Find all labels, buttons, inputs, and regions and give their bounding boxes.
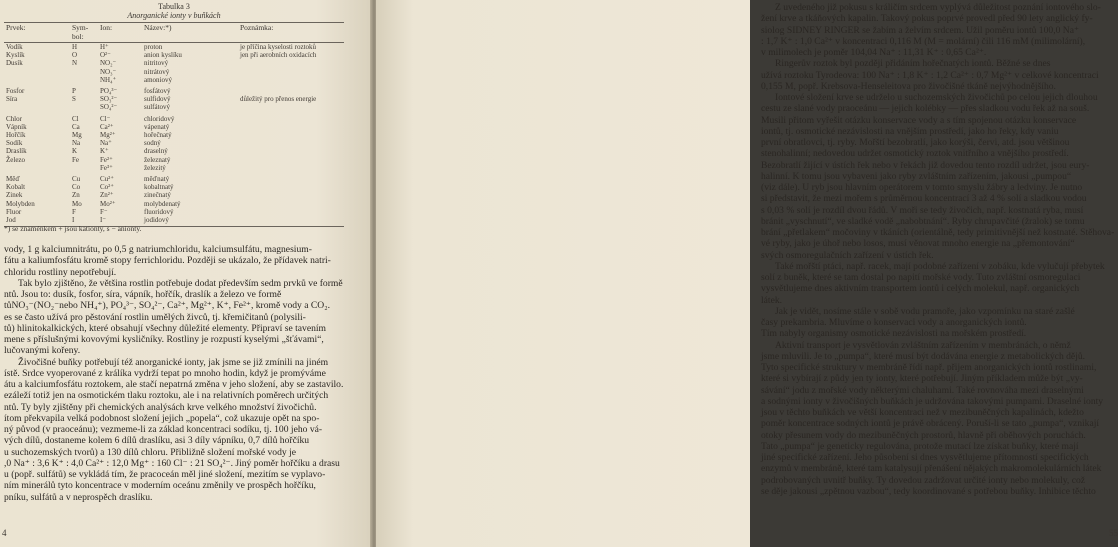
page-number-left: 4 xyxy=(2,528,7,538)
table-cell-el: Molybden xyxy=(6,199,35,208)
table-cell-sym: Co xyxy=(72,183,81,192)
table-body xyxy=(4,43,344,227)
table-row xyxy=(4,172,344,183)
table-cell-ion: NO₃⁻ xyxy=(100,67,117,76)
table-cell-el xyxy=(4,76,70,84)
table-caption: Tabulka 3 xyxy=(158,2,190,11)
table-cell-name: sodný xyxy=(144,139,161,148)
text-line: Ringerův roztok byl později přidáním hořečnatých iontů. Běžné se dnes xyxy=(775,58,1051,70)
table-cell-el: Železo xyxy=(6,155,26,164)
table-cell-ion: K⁺ xyxy=(100,147,109,156)
table-cell-sym: Mg xyxy=(72,131,82,140)
table-cell-name: jodidový xyxy=(142,216,238,227)
table-cell-sym: Zn xyxy=(72,191,80,200)
text-line: vody, 1 g kalciumnitrátu, po 0,5 g natriumchloridu, kalciumsulfátu, magnesium- xyxy=(4,244,312,255)
table-cell-name: hořečnatý xyxy=(144,131,172,140)
table-cell-el: Draslík xyxy=(6,147,27,156)
text-line: vysvětlujeme dnes aktivním transportem iontů i celých molekul, např. organických xyxy=(761,283,1080,295)
table-row xyxy=(4,51,344,59)
table-row xyxy=(4,191,344,199)
text-line: Z uvedeného již pokusu s králičím srdcem vyplývá důležitost poznání iontového slo- xyxy=(775,2,1101,13)
text-line: podrobovaných uvnitř buňky. Ty dovedou zadržovat určité ionty nebo molekuly, což xyxy=(761,474,1086,486)
table-cell-el xyxy=(4,68,70,76)
text-line: ,0 Na⁺ : 3,6 K⁺ : 4,0 Ca²⁺ : 12,0 Mg⁺ : 160 Cl⁻ : 21 SO₄²⁻. Jiný poměr hořčíku a drasu xyxy=(4,457,340,469)
text-line: Aktivní transport je vysvětlován zvláštním zařízením v membránách, o němž xyxy=(775,339,1071,351)
text-line: : 1,7 K⁺ : 1,0 Ca²⁺ v koncentraci 0,116 M (M = molární) čili 116 mM (milimolární), xyxy=(761,35,1086,47)
text-line: Také mořští ptáci, např. racek, mají podobné zařízení v zobáku, kde vylučují přebytek xyxy=(775,260,1105,272)
table-cell-note: jen při aerobních oxidacích xyxy=(240,51,317,60)
table-cell-el: Dusík xyxy=(6,59,23,68)
table-cell-sym: Ca xyxy=(72,122,80,131)
text-line: jsme mluvili. Je to „pumpa“, které musí být dodávána energie z metabolických dějů. xyxy=(761,350,1086,362)
table-cell-el: Vodík xyxy=(6,43,23,51)
table-row xyxy=(4,76,344,84)
table-cell-sym: Fe xyxy=(72,155,79,164)
table-row xyxy=(4,59,344,67)
table-cell-name: vápenatý xyxy=(144,122,170,131)
table-cell-el: Fluor xyxy=(6,207,22,216)
table-cell-sym xyxy=(70,76,98,84)
table-cell-note xyxy=(238,156,344,164)
table-cell-name: kobaltnatý xyxy=(144,183,174,192)
text-line: cestu ze slané vody praoceánu — jejich kolébky — přes sladkou vodu řek až na souš. xyxy=(761,103,1090,115)
table-cell-ion: Cl⁻ xyxy=(100,114,111,123)
table-cell-ion: Fe²⁺ xyxy=(100,155,113,164)
table-cell-ion: Mo²⁺ xyxy=(100,199,116,208)
table-cell-note xyxy=(238,172,344,183)
table-cell-sym: I xyxy=(70,216,98,227)
table-row xyxy=(4,200,344,208)
table-cell-note xyxy=(238,112,344,123)
table-row xyxy=(4,208,344,216)
table-cell-name: chloridový xyxy=(144,114,175,123)
text-line: sávání“ jodu z mořské vody některými chaluhami. Také rovnováha mezi draselnými xyxy=(761,384,1084,396)
header-ion: Ion: xyxy=(98,23,142,43)
text-line: žení krve a tkáňových kapalin. Takový pokus poprvé provedl před 90 lety anglický fy- xyxy=(761,13,1093,25)
table-cell-note xyxy=(238,208,344,216)
text-line: látek. xyxy=(761,294,783,306)
table-cell-ion: Na⁺ xyxy=(100,139,112,148)
left-page xyxy=(0,0,372,547)
text-line: lučovanými kořeny. xyxy=(4,345,81,357)
text-line: se děje jakousi „zpětnou vazbou“, tedy koordinované s potřebou buňky. Inhibice těchto xyxy=(761,485,1096,497)
table-cell-note xyxy=(238,131,344,139)
table-cell-note xyxy=(238,183,344,191)
text-line: ním minerálů tyto koncentrace v moderním oceánu změnily ve prospěch hořčíku, xyxy=(4,480,316,492)
table-cell-ion: SO₄²⁻ xyxy=(100,103,118,112)
text-line: es se často užívá pro pěstování rostlin umělých živců, tj. křemičitanů (polysili- xyxy=(4,311,306,323)
table-header-row xyxy=(4,23,344,43)
table-row xyxy=(4,103,344,111)
table-cell-note xyxy=(238,139,344,147)
text-line: Iontové složení krve se udrželo u suchozemských živočichů po celou jejich dlouhou xyxy=(775,92,1098,103)
table-cell-el: Jod xyxy=(4,216,70,227)
table-cell-el: Fosfor xyxy=(6,87,25,96)
text-line: solí z buněk, které se tam dostal po napití mořské vody. Tuto zvláštní osmoregulaci xyxy=(761,272,1081,283)
table-cell-ion: Co²⁺ xyxy=(100,183,114,192)
table-cell-sym: Na xyxy=(72,139,81,148)
table-cell-el xyxy=(4,164,70,172)
table-cell-name: anion kyslíku xyxy=(144,51,182,60)
table-cell-el: Sodík xyxy=(6,139,23,148)
table-row xyxy=(4,84,344,95)
text-line: první obratlovci, tj. ryby. Mořští bezobratlí, jako korýši, červi, atd. jsou většinou xyxy=(761,137,1070,148)
table-cell-ion: Cu²⁺ xyxy=(100,175,114,184)
text-line: fátu a kaliumfosfátu kromě stopy ferrichloridu. Později se ukázalo, že přídavek natri- xyxy=(4,255,331,267)
header-element: Prvek: xyxy=(4,23,70,43)
table-cell-sym: S xyxy=(72,95,76,104)
text-line: (viz dále). U ryb jsou hlavním operátorem v tomto smyslu žábry a ledviny. Je nutno xyxy=(761,182,1083,193)
text-line: jiné specifické zařízení. Jeho působení si dnes vysvětlujeme přítomností specifických xyxy=(761,452,1089,463)
table-cell-note xyxy=(238,200,344,208)
text-line: ezáleží totiž jen na osmotickém tlaku roztoku, ale i na relativních poměrech určitých xyxy=(4,390,329,402)
text-line: poměr koncentrace sodných iontů je právě obrácený. Poruší-li se tato „pumpa“, vznikají xyxy=(761,418,1100,430)
text-line: ntů. Ty byly zjištěny při chemických analýsách krve velkého množství živočichů. xyxy=(4,401,317,413)
text-line: siolog SIDNEY RINGER se žabím a želvím srdcem. Užil poměru iontů 100,0 Na⁺ xyxy=(761,24,1080,36)
right-page xyxy=(376,0,1118,547)
table-cell-sym: F xyxy=(72,207,76,216)
table-cell-name: měďnatý xyxy=(144,175,170,184)
table-cell-el: Kyslík xyxy=(6,51,25,60)
table-row xyxy=(4,112,344,123)
table-row xyxy=(4,131,344,139)
text-line: svých osmoregulačních zařízení v ústích řek. xyxy=(761,249,934,261)
table-cell-note xyxy=(238,123,344,131)
text-line: si představit, že mezi mořem s průměrnou koncentrací 3 až 4 % solí a sladkou vodou xyxy=(761,193,1087,205)
table-cell-ion: Ca²⁺ xyxy=(100,122,114,131)
table-cell-name: fluoridový xyxy=(144,207,174,216)
table-cell-ion: H⁺ xyxy=(100,43,109,51)
text-line: které si vybírají z půdy jen ty ionty, které potřebují. Jiným příkladem může být „vy- xyxy=(761,373,1083,385)
table-row xyxy=(4,147,344,155)
table-cell-sym: Cl xyxy=(72,114,79,123)
table-row xyxy=(4,95,344,103)
table-row xyxy=(4,68,344,76)
table-cell-sym xyxy=(70,164,98,172)
text-line: bránit „vyschnutí“, ve sladké vodě „nabobtnání“. Ryby chrupavčité (žralok) se tomu xyxy=(761,215,1085,227)
table-row xyxy=(4,164,344,172)
text-line: a sodnými ionty v živočišných buňkách je udržována takovými pumpami. Draselné ionty xyxy=(761,395,1104,407)
table-cell-ion: O²⁻ xyxy=(100,51,111,60)
table-cell-el: Vápník xyxy=(6,122,27,131)
table-cell-name: draselný xyxy=(144,147,168,156)
table-cell-sym: K xyxy=(72,147,78,156)
table-cell-sym: H xyxy=(72,43,78,51)
text-line: vých dílů, dostaneme kolem 6 dílů draslíku, asi 3 díly vápníku, 0,7 dílů hořčíku xyxy=(4,435,310,447)
text-line: átu a kalciumfosfátu roztokem, ale stačí nepatrná změna v jeho složení, aby se zastavilo. xyxy=(4,379,344,390)
text-line: Tato „pumpa“ je geneticky regulována, protože mutací lze získat buňky, které mají xyxy=(761,440,1079,452)
left-body-text xyxy=(4,244,364,503)
table-cell-name: nitritový xyxy=(144,59,169,68)
header-note: Poznámka: xyxy=(238,23,344,43)
table-cell-sym xyxy=(70,103,98,111)
text-line: užívá roztoku Tyrodeova: 100 Na⁺ : 1,8 K⁺ : 1,2 Ca²⁺ : 0,7 Mg²⁺ v celkové koncentraci xyxy=(761,69,1099,81)
table-cell-ion: Zn²⁺ xyxy=(100,191,114,200)
table-cell-ion: NO₂⁻ xyxy=(100,59,117,68)
table-cell-sym: Cu xyxy=(72,175,81,184)
table-cell-el: Hořčík xyxy=(6,131,26,140)
right-body-text xyxy=(761,2,1117,497)
text-line: halinní. K tomu jsou vybaveni jako ryby zvláštním zařízením, jakousi „pumpou“ xyxy=(761,170,1072,182)
text-line: ntů. Jsou to: dusík, fosfor, síra, vápník, hořčík, draslík a železo ve formě xyxy=(4,289,282,300)
text-line: 0,155 M, popř. Krebsova-Henseleitova pro živočišné tkáně nejvýhodnějšího. xyxy=(761,80,1056,92)
text-line: Musili přitom vyřešit otázku konservace vody a s tím spojenou otázku konservace xyxy=(761,114,1077,126)
table-cell-sym: P xyxy=(72,87,76,96)
table-cell-el xyxy=(4,103,70,111)
table-row xyxy=(4,139,344,147)
page-number-right: 55 xyxy=(1109,528,1118,538)
table-cell-note xyxy=(238,68,344,76)
text-line: stenohalinní; nedovedou udržet osmotický roztok vnitřního a vnějšího prostředí. xyxy=(761,148,1069,160)
table-cell-ion: SO₃²⁻ xyxy=(100,95,118,104)
table-cell-ion: NH₄⁺ xyxy=(100,75,117,84)
table-cell-name: molybdenatý xyxy=(144,199,181,208)
text-line: ístě. Srdce vyoperované z králíka vydrží tepat po mnoho hodin, když je promýváme xyxy=(4,367,326,379)
text-line: Bezobratlí žijící v ústích řek nebo v řekách již dovedou tento rozdíl udržet, jsou eury- xyxy=(761,159,1090,171)
text-line: mene s příslušnými kovovými kysličníky. Rostliny je rozpustí kyselými „šťávami“, xyxy=(4,334,324,345)
text-line: u suchozemských tvorů) a 130 dílů chloru. Přibližně složení mořské vody je xyxy=(4,446,297,458)
table-cell-note xyxy=(238,103,344,111)
table-cell-ion: F⁻ xyxy=(100,207,108,216)
text-line: Živočišné buňky potřebují též anorganické ionty, jak jsme se již zmínili na jiném xyxy=(18,356,329,368)
table-row xyxy=(4,43,344,52)
text-line: tůNO₃⁻(NO₂⁻nebo NH₄⁺), PO₄³⁻, SO₄²⁻, Ca²⁺, Mg²⁺, K⁺, Fe²⁺, kromě vody a CO₂. xyxy=(4,300,330,312)
text-line: Tyto specifické struktury v membráně řídí např. přijem anorganických iontů rostlinami, xyxy=(761,362,1097,373)
text-line: u (popř. sulfátů) se vykládá tím, že pracoceán měl jiné složení, mezitím se vyplavo- xyxy=(4,469,326,480)
table-cell-name: zinečnatý xyxy=(144,191,171,200)
table-cell-name: železitý xyxy=(144,163,166,172)
text-line: jsou v těchto buňkách ve větší koncentraci než v mezibuněčných kapalinách, kdežto xyxy=(761,407,1084,418)
header-symbol: Sym- bol: xyxy=(70,23,98,43)
table-row xyxy=(4,156,344,164)
text-line: ný původ (v praoceánu); vezmeme-li za základ koncentraci sodíku, tj. 100 jeho vá- xyxy=(4,424,323,435)
ion-table-grid xyxy=(4,22,344,227)
table-cell-note xyxy=(238,84,344,95)
text-line: enzymů v membráně, které tam katalysují přenášení nějakých makromolekulárních látek xyxy=(761,463,1102,475)
table-cell-sym: O xyxy=(72,51,78,60)
table-cell-el: Síra xyxy=(6,95,18,104)
table-row xyxy=(4,123,344,131)
table-cell-note xyxy=(238,216,344,227)
text-line: tů) hlinitokalkických, které obsahují všechny důležité elementy. Připraví se tavením xyxy=(4,322,327,334)
table-cell-name: proton xyxy=(144,43,163,51)
table-cell-name: nitrátový xyxy=(144,67,170,76)
text-line: brání „přetlakem“ močoviny v tkáních (orientálně, tedy primitivnější než kostnaté. Stěhova- xyxy=(761,227,1115,238)
text-line: iontů, tj. osmotické nezávislosti na vnějším prostředí, jako ho řeky, kdy vaniu xyxy=(761,125,1059,137)
header-name: Název:*) xyxy=(142,23,238,43)
text-line: Tím nabyly organismy osmotické nezávislosti na mořském prostředí. xyxy=(761,328,1027,340)
ion-table xyxy=(4,2,344,238)
table-cell-name: amoniový xyxy=(144,75,172,84)
text-line: Jak je vidět, nosíme stále v sobě vodu pramoře, jako vzpomínku na staré zašlé xyxy=(775,305,1075,317)
table-cell-note xyxy=(238,147,344,155)
table-cell-name: sulfidový xyxy=(144,95,171,104)
table-cell-el: Zinek xyxy=(6,191,23,200)
text-line: vé ryby, jako je úhoř nebo losos, musí věnovat mnoho energie na „přemontování“ xyxy=(761,238,1075,250)
table-cell-el: Chlor xyxy=(6,114,22,123)
text-line: otoky přesunem vody do mezibuněčných prostorů, hlavně při oběhových poruchách. xyxy=(761,429,1086,441)
table-cell-note: je příčina kyselosti roztoků xyxy=(240,43,317,51)
text-line: časy prekambria. Mluvíme o konservaci vody a anorganických iontů. xyxy=(761,317,1027,328)
text-line: v milimolech je poměr 104,04 Na⁺ : 11,31 K⁺ : 0,65 Ca²⁺. xyxy=(761,47,987,58)
text-line: Tak bylo zjištěno, že většina rostlin potřebuje dodat především sedm prvků ve formě xyxy=(18,277,343,289)
table-cell-note xyxy=(238,164,344,172)
table-cell-sym: Mo xyxy=(72,199,82,208)
text-line: pníku, sulfátů a v neprospěch draslíku. xyxy=(4,491,153,503)
table-cell-note xyxy=(238,59,344,67)
table-cell-name: železnatý xyxy=(144,155,171,164)
table-row xyxy=(4,183,344,191)
table-cell-name: sulfátový xyxy=(144,103,171,112)
table-cell-el: Měď xyxy=(6,175,20,184)
table-cell-sym: N xyxy=(72,59,78,68)
table-cell-ion: PO₄³⁻ xyxy=(100,87,118,96)
table-cell-ion: Mg²⁺ xyxy=(100,131,116,140)
table-cell-note xyxy=(238,191,344,199)
text-line: ítom překvapila velká podobnost složení jejich „popela“, což ukazuje opět na spo- xyxy=(4,412,320,424)
table-cell-sym xyxy=(70,68,98,76)
table-cell-note xyxy=(238,76,344,84)
table-subcaption: Anorganické ionty v buňkách xyxy=(127,11,221,20)
text-line: s 0,03 % solí je rozdíl dvou řádů. V moři se tedy živočich, např. kostnatá ryba, musí xyxy=(761,204,1084,216)
table-cell-name: fosfátový xyxy=(144,87,171,96)
table-footnote: *) se znaménkem + jsou kationty, s − anionty. xyxy=(4,224,142,233)
table-cell-el: Kobalt xyxy=(6,183,26,192)
table-cell-ion: I⁻ xyxy=(98,216,142,227)
table-cell-note: důležitý pro přenos energie xyxy=(240,95,317,104)
text-line: chloridu rostliny nepotřebují. xyxy=(4,266,117,278)
table-cell-ion: Fe³⁺ xyxy=(100,163,113,172)
